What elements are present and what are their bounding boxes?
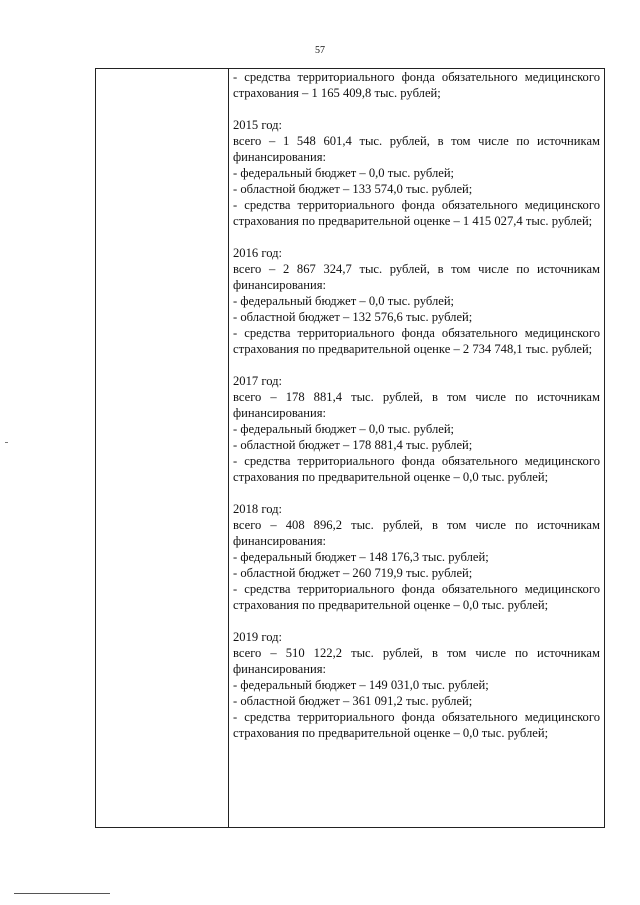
paragraph-gap — [233, 357, 600, 373]
paragraph: всего – 1 548 601,4 тыс. рублей, в том числе по источникам финансирования: — [233, 134, 600, 164]
paragraph: всего – 178 881,4 тыс. рублей, в том числе по источникам финансирования: — [233, 390, 600, 420]
paragraph: 2017 год: — [233, 374, 283, 388]
paragraph: - средства территориального фонда обязательного медицинского страхования по предварительной оценке – 0,0 тыс. рублей; — [233, 710, 600, 740]
paragraph-gap — [233, 613, 600, 629]
paragraph-gap — [233, 229, 600, 245]
paragraph-gap — [233, 101, 600, 117]
paragraph: - федеральный бюджет – 0,0 тыс. рублей; — [233, 422, 455, 436]
funding-text-cell — [233, 69, 600, 741]
paragraph: - средства территориального фонда обязательного медицинского страхования по предварительной оценке – 0,0 тыс. рублей; — [233, 582, 600, 612]
paragraph: - областной бюджет – 132 576,6 тыс. рублей; — [233, 310, 473, 324]
paragraph-gap — [233, 485, 600, 501]
paragraph: 2019 год: — [233, 630, 283, 644]
paragraph: - средства территориального фонда обязательного медицинского страхования по предварительной оценке – 2 734 748,1 тыс. рублей; — [233, 326, 600, 356]
page-number: 57 — [315, 45, 325, 56]
footer-rule — [14, 893, 110, 894]
paragraph: всего – 510 122,2 тыс. рублей, в том числе по источникам финансирования: — [233, 646, 600, 676]
paragraph: - средства территориального фонда обязательного медицинского страхования – 1 165 409,8 тыс. рублей; — [233, 70, 600, 100]
paragraph: - средства территориального фонда обязательного медицинского страхования по предварительной оценке – 0,0 тыс. рублей; — [233, 454, 600, 484]
paragraph: всего – 2 867 324,7 тыс. рублей, в том числе по источникам финансирования: — [233, 262, 600, 292]
paragraph: - федеральный бюджет – 0,0 тыс. рублей; — [233, 294, 455, 308]
paragraph: - федеральный бюджет – 148 176,3 тыс. рублей; — [233, 550, 489, 564]
funding-table — [95, 68, 605, 828]
column-divider — [228, 69, 229, 827]
paragraph: - областной бюджет – 260 719,9 тыс. рублей; — [233, 566, 473, 580]
paragraph: 2015 год: — [233, 118, 283, 132]
margin-mark — [5, 442, 8, 443]
paragraph: 2018 год: — [233, 502, 283, 516]
paragraph: - областной бюджет – 133 574,0 тыс. рублей; — [233, 182, 473, 196]
paragraph: - федеральный бюджет – 149 031,0 тыс. рублей; — [233, 678, 489, 692]
paragraph: - федеральный бюджет – 0,0 тыс. рублей; — [233, 166, 455, 180]
paragraph: 2016 год: — [233, 246, 283, 260]
paragraph: - областной бюджет – 178 881,4 тыс. рублей; — [233, 438, 473, 452]
paragraph: - средства территориального фонда обязательного медицинского страхования по предварительной оценке – 1 415 027,4 тыс. рублей; — [233, 198, 600, 228]
paragraph: всего – 408 896,2 тыс. рублей, в том числе по источникам финансирования: — [233, 518, 600, 548]
paragraph: - областной бюджет – 361 091,2 тыс. рублей; — [233, 694, 473, 708]
